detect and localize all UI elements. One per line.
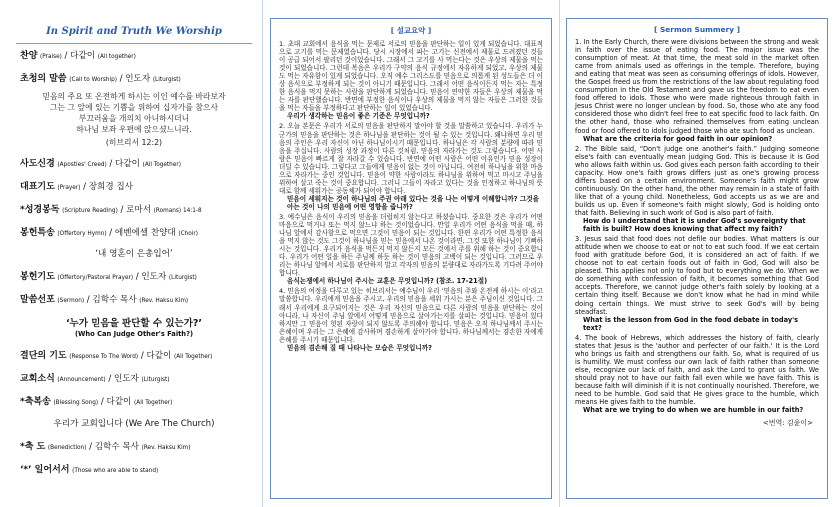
order-offertory-mid: / 에벤에셀 찬양대 (109, 228, 176, 238)
order-item-call_to_worship (20, 50, 248, 62)
order-pastoral-mid: / 인도자 (135, 272, 167, 282)
order-item-stand (20, 464, 248, 476)
order-blessing_song-mid: / 다같이 (100, 397, 132, 407)
order-sermon-mid: / 김학수 목사 (86, 295, 137, 305)
reflection-question: 믿음이 세워지는 것이 하나님의 주권 아래 있다는 것을 나는 어떻게 이해합니까? 그것을 아는 것이 나의 믿음에 어떤 영향을 줍니까? (287, 194, 540, 211)
order-blessing_song-who: (All Together) (134, 398, 173, 406)
order-announce-who: (Liturgist) (141, 375, 170, 383)
header-divider (16, 43, 252, 44)
panel-divider (262, 0, 263, 507)
order-offertory-en: (Offertory Hymn) (57, 229, 107, 237)
order-call_to_worship-who: (All together) (97, 52, 136, 60)
call-text-line: 부끄러움을 개의치 아니하시더니 (78, 114, 190, 123)
summary-paragraph: 1. 초대 교회에서 음식을 먹는 문제로 서로의 믿음을 판단하는 일이 있게 되었습니다. 대표적으로 고기를 먹는 문제였습니다. 당시 시장에서 파는 고기는 신전에서 제물로 드려졌던 것들이 공급 되어서 팔리던 것이었습니다. 그래서 그 고기를 사 먹는다는 것은 우상의 제물을 먹는 것이 되었습니다. 그런데 복음은 우리가 구약의 음식 규정에서 자유하게 되었고, 우상의 제물도 먹는 자유함이 있게 되었습니다. 오직 예수 그리스도를 믿음으로 의롭게 된 성도들은 더 이상 음식으로 부정하게 되는 것이 아니기 때문입니다. 그래서 어떤 음식이든지 먹는 자는 특정한 음식을 먹지 못하는 사람을 판단하게 되었습니다. 믿음이 연약한 자들은 우상의 제물을 먹는 자를 판단했습니다. 반면에 부정한 음식이나 우상의 제물을 먹지 않는 자들은 그러한 것들을 먹는 자들을 부정하다고 판단하는 일이 있었습니다. (279, 40, 543, 113)
order-item-offertory (20, 227, 248, 239)
order-creed-en: (Apostles' Creed) (57, 160, 107, 168)
order-announce-ko: 교회소식 (20, 374, 55, 384)
order-response-mid: / 다같이 (140, 351, 172, 361)
summary-paragraph: 3. 예수님은 음식이 우리의 믿음을 더럽히지 않는다고 하셨습니다. 중요한 것은 우리가 어떤 마음으로 먹거나 또는 먹지 않느냐 하는 것이었습니다. 만일 우리가 어떤 음식을 먹을 때, 하나님 앞에서 감사함으로 먹으면 그것이 믿음이 되는 것입니다. 한편 우리가 어떤 특정한 음식을 먹지 않는 것도 그것이 하나님을 믿는 믿음에서 나온 것이라면, 그것 또한 하나님이 기뻐하시는 것입니다. 우리가 음식을 먹든지 먹지 않든지 모든 것에서 주를 위해 하는 것이 중요합니다. 우리가 어떤 일을 하든 주님께 하듯 하는 것이 믿음의 고백이 되는 것입니다. 그러므로 우리는 하나님 앞에서 서로를 판단하지 말고 각자의 믿음의 분량대로 자라가도록 기다려 주어야 합니다. (279, 212, 543, 278)
summary-paragraph: 3. Jesus said that food does not defile our bodies. What matters is our attitude when we choose to eat or not to eat such food. If we eat certain food with gratitude before God, it is considered an act of faith. If we choose not to eat certain foods out of faith in God, God will also be pleased. This applies not only to food but to everything we do. When we do something with confession of faith, it becomes something that God accepts. Therefore, we cannot judge other's faith solely by looking at a certain thing itself. Because we don't know what he had in mind while doing certain things. We must strive to seek God's will by being steadfast. (575, 235, 819, 316)
call-text-line: 그는 그 앞에 있는 기쁨을 위하여 십자가를 참으사 (50, 103, 218, 112)
blessing-song-title: 우리가 교회입니다 (We Are The Church) (53, 419, 215, 429)
call-reference: (히브리서 12:2) (105, 138, 163, 147)
order-list (20, 50, 248, 476)
order-pastoral-en: (Offertory/Pastoral Prayer) (57, 273, 134, 281)
korean-summary-body (279, 40, 543, 352)
order-benediction-mid: / 김학수 목사 (89, 442, 139, 452)
order-item-blessing_song (20, 396, 248, 408)
panel-divider (559, 0, 560, 507)
order-call-mid: / 인도자 (119, 74, 151, 84)
english-summary-title: [ Sermon Summery ] (654, 25, 740, 34)
order-call_to_worship-mid: / 다같이 (64, 51, 96, 61)
summary-paragraph: 4. 믿음의 여정을 다루고 있는 히브리서는 예수님이 우리 ‘믿음의 주와 온전케 하시는 이’라고 말씀합니다. 우리에게 믿음을 주시고, 우리의 믿음을 세워 가시는 분은 주님이신 것입니다. 그래서 우리에게 요구되어지는 것은 우리 자신의 믿음으로 다른 사람의 믿음을 판단하는 것이 아니라, 나 자신이 주님 앞에서 어떻게 믿음으로 살아가는지를 살피는 것입니다. 믿음이 있다 하지만 그 믿음이 헛된 자랑이 되지 않도록 주의해야 합니다. 믿음은 오직 하나님께서 주시는 은혜이며 우리는 그 은혜에 감사하며 겸손하게 살아가야 합니다. 하나님께서는 겸손한 자에게 은혜를 주시기 때문입니다. (279, 287, 543, 344)
order-item-scripture (20, 204, 248, 216)
order-item-sermon (20, 294, 248, 306)
order-creed-mid: / 다같이 (109, 159, 140, 169)
call-text-line: 믿음의 주요 또 온전하게 하시는 이인 예수를 바라보자 (42, 92, 226, 101)
summary-paragraph: 2. The Bible said, “Don't judge one another's faith.” Judging someone else's faith can eventually mean judging God. This is because it is God who allows faith within us. God gives each person faith according to their capacity. How one's faith grows differs just as one's growing process differs based on a certain environment. Someone's faith might grow continuously. On the other hand, the other may remain in a state of faith like that of a young child. Nonetheless, God accepts us as we are and builds us up. Even if someone's faith might slowly, God is holding onto that faith. Believing in such work of God is also part of faith. (575, 144, 819, 217)
order-creed-ko: 사도신경 (20, 159, 55, 169)
summary-paragraph: 4. The book of Hebrews, which addresses the history of faith, clearly states that Jesus is the 'author and perfecter of our faith.' It is the Lord who brings us faith and strengthens our faith. So, what is required of us is humility. We must confess our own lack of faith rather than someone else, recognize our lack of faith, and ask the Lord to grant us faith. We should pray not to have our faith fall even while we have faith. This is because faith will diminish if it is not continually nourished. Therefore, we need to be humble. God said that He gives grace to the humble, which means He gives faith to the humble. (575, 333, 819, 407)
order-call_to_worship-ko: 찬양 (20, 51, 38, 61)
call-to-worship-text (20, 91, 248, 135)
korean-summary-panel (270, 18, 552, 499)
translator-credit: <번역: 김윤이> (762, 419, 813, 428)
order-benediction-ko: *축 도 (20, 442, 46, 452)
sermon-subtitle: (Who Can Judge Other's Faith?) (74, 330, 194, 338)
order-scripture-ko: *성경봉독 (20, 205, 60, 215)
english-summary-body (575, 38, 819, 414)
order-stand-en: (Those who are able to stand) (72, 466, 159, 474)
reflection-question: 음식논쟁에서 하나님이 주시는 교훈은 무엇입니까? (참조. 17-21절) (287, 277, 488, 286)
sermon-title: ‘누가 믿음을 판단할 수 있는가?’ (65, 318, 203, 329)
program-header: In Spirit and Truth We Worship (46, 26, 222, 37)
order-item-response (20, 350, 248, 362)
order-sermon-ko: 말씀선포 (20, 295, 55, 305)
summary-paragraph: 2. 오늘 본문은 우리가 서로의 믿음을 판단하지 말아야 할 것을 말씀하고 있습니다. 우리가 누군가의 믿음을 판단하는 것은 하나님을 판단하는 것이 될 수 있는 것입니다. 왜냐하면 우리 믿음의 주인은 우리 자신이 아닌 하나님이시기 때문입니다. 하나님은 각 사람의 분량에 따라 믿음을 주십니다. 사람의 성장 과정이 다른 것처럼, 믿음의 자라가는 것도 그렇습니다. 어떤 사람은 믿음이 빠르게 잘 자라갈 수 있습니다. 반면에 어떤 사람은 어떤 이유인가 믿음 성장이 더딜 수 있습니다. 그렇다고 그들에게 믿음이 없는 것이 아닙니다. 여전히 하나님을 위한 마음으로 자라가는 중인 것입니다. 믿음이 약한 사람이라도 하나님을 위하여 먹고 마시고 주님을 위하여 살고 죽는 것이 중요합니다. 그러니 그들이 자라고 있다는 것을 인정하고 하나님의 뜻대로 함께 세워가는 공동체가 되어야 합니다. (279, 122, 543, 195)
order-call-en: (Call to Worship) (69, 75, 117, 83)
order-response-en: (Response To The Word) (69, 352, 139, 360)
order-scripture-en: (Scripture Reading) (62, 206, 118, 214)
reflection-question: How do I understand that it is under God's sovereignty that faith is built? How does knowing that affect my faith? (583, 217, 806, 234)
order-announce-mid: / 인도자 (108, 374, 139, 384)
order-stand-ko: ‘*’ 일어서서 (20, 465, 70, 475)
order-response-who: (All Together) (174, 352, 213, 360)
summary-paragraph: 1. In the Early Church, there were divisions between the strong and weak in faith over the issue of eating food. The major issue was the consumption of meat. At that time, the meat sold in the market often came from animals used as offerings in the temple. Therefore, buying and eating that meat was seen as consuming offerings of idols. However, the Gospel freed us from the restrictions of the law about regulating food consumption in the Old Testament and gave us the freedom to eat even food offered to idols. Those who were made righteous through faith in Jesus Christ were no longer unclean by food. So, those who ate any food considered those who didn't feel free to eat specific food to lack faith. On the other hand, those who refrained themselves from eating unclean food or food offered to idols judged those who ate such food as unclean. (575, 38, 819, 135)
order-prayer-mid: / 장희경 집사 (83, 182, 133, 192)
order-blessing_song-ko: *축복송 (20, 397, 51, 407)
reflection-question: What are we trying to do when we are humble in our faith? (583, 406, 804, 415)
order-call-who: (Liturgist) (152, 75, 181, 83)
english-summary-panel (566, 18, 828, 499)
worship-order-panel (4, 18, 258, 499)
order-item-creed (20, 158, 248, 170)
call-text-line: 하나님 보좌 우편에 앉으셨느니라. (76, 125, 192, 134)
order-item-announce (20, 373, 248, 385)
order-announce-en: (Announcement) (57, 375, 106, 383)
order-pastoral-ko: 봉헌기도 (20, 272, 55, 282)
order-benediction-who: (Rev. Haksu Kim) (141, 443, 191, 451)
reflection-question: 믿음의 겸손해 질 때 나타나는 모습은 무엇입니까? (287, 343, 432, 352)
offertory-hymn-title: ‘내 영혼이 은총입어’ (95, 249, 173, 259)
order-prayer-ko: 대표기도 (20, 182, 55, 192)
order-benediction-en: (Benediction) (47, 443, 87, 451)
order-scripture-who: (Romans) 14:1-8 (153, 206, 202, 214)
reflection-question: What is the lesson from God in the food debate in today's text? (583, 315, 799, 332)
order-prayer-en: (Prayer) (57, 183, 81, 191)
order-pastoral-who: (Liturgist) (168, 273, 197, 281)
order-sermon-en: (Sermon) (57, 296, 85, 304)
order-item-prayer (20, 181, 248, 193)
order-blessing_song-en: (Blessing Song) (53, 398, 99, 406)
order-response-ko: 결단의 기도 (20, 351, 67, 361)
order-offertory-ko: 봉헌특송 (20, 228, 55, 238)
order-call_to_worship-en: (Praise) (40, 52, 62, 60)
order-item-call (20, 73, 248, 85)
order-offertory-who: (Choir) (178, 229, 199, 237)
order-call-ko: 초청의 말씀 (20, 74, 67, 84)
reflection-question: 우리가 생각하는 믿음이 좋은 기준은 무엇입니까? (287, 112, 430, 121)
korean-summary-title: [ 설교요약 ] (390, 26, 432, 35)
order-item-pastoral (20, 271, 248, 283)
order-creed-who: (All Together) (142, 160, 181, 168)
reflection-question: What are the criteria for good faith in our opinion? (583, 134, 773, 143)
order-scripture-mid: / 로마서 (120, 205, 152, 215)
order-sermon-who: (Rev. Haksu Kim) (139, 296, 189, 304)
order-item-benediction (20, 441, 248, 453)
